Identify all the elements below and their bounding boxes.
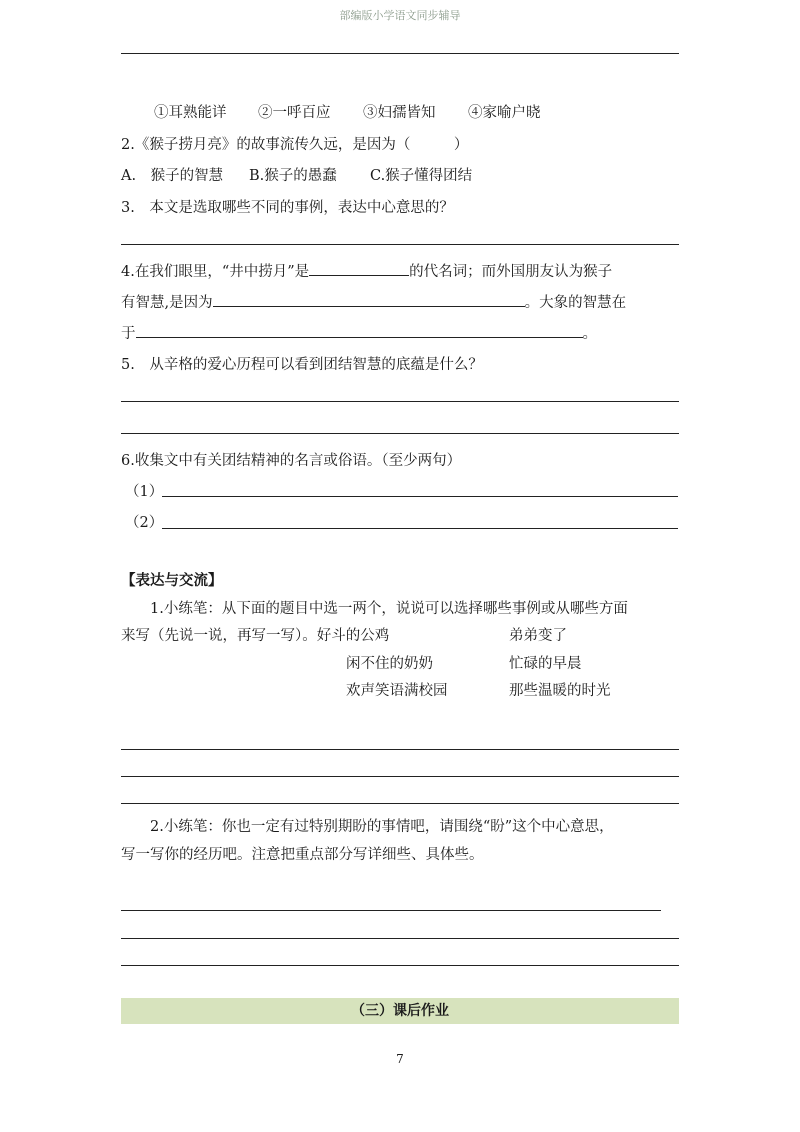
q6-question: 6.收集文中有关团结精神的名言或俗语。（至少两句）	[121, 453, 462, 469]
q6-item-2-label: （2）	[125, 515, 164, 531]
q5-question: 5. 从辛格的爱心历程可以看到团结智慧的底蕴是什么？	[121, 357, 483, 373]
ex2-answer-line-1[interactable]	[121, 910, 661, 911]
q1-option-2: ②一呼百应	[258, 105, 331, 121]
ex2-line-2: 写一写你的经历吧。注意把重点部分写详细些、具体些。	[121, 847, 484, 863]
q1-option-1: ①耳熟能详	[154, 105, 227, 121]
q4-text-6: 。	[582, 326, 597, 342]
q4-line-1	[121, 261, 612, 282]
q4-text-4: 。大象的智慧在	[524, 295, 627, 311]
ex1-topic-4: 欢声笑语满校园	[346, 683, 448, 699]
q4-text-3: 有智慧,是因为	[121, 295, 213, 311]
ex1-topic-1: 弟弟变了	[509, 628, 567, 644]
homework-title: （三）课后作业	[351, 1003, 449, 1019]
q4-text-2: 的代名词；而外国朋友认为猴子	[409, 264, 613, 280]
q3-answer-line[interactable]	[121, 244, 679, 245]
q2-option-a: A. 猴子的智慧	[121, 168, 224, 184]
ex1-answer-line-2[interactable]	[121, 776, 679, 777]
ex1-answer-line-3[interactable]	[121, 803, 679, 804]
q4-line-2	[121, 292, 626, 313]
ex1-topic-3: 忙碌的早晨	[509, 656, 582, 672]
q1-option-4: ④家喻户晓	[468, 105, 541, 121]
ex1-topic-5: 那些温暖的时光	[509, 683, 611, 699]
homework-banner	[121, 998, 679, 1024]
section-heading: 【表达与交流】	[121, 573, 223, 589]
q5-answer-line-2[interactable]	[121, 433, 679, 434]
q6-item-1-label: （1）	[125, 484, 164, 500]
ex2-answer-line-2[interactable]	[121, 938, 679, 939]
header-rule	[121, 53, 679, 54]
q4-text-1: 4.在我们眼里，“井中捞月”是	[121, 264, 310, 280]
ex1-answer-line-1[interactable]	[121, 749, 679, 750]
ex1-line-2: 来写（先说一说，再写一写）。好斗的公鸡	[121, 628, 390, 644]
page-header: 部编版小学语文同步辅导	[339, 9, 461, 22]
ex2-line-1: 2.小练笔：你也一定有过特别期盼的事情吧，请围绕“盼”这个中心意思，	[150, 819, 614, 835]
q5-answer-line-1[interactable]	[121, 401, 679, 402]
q2-option-b: B.猴子的愚蠢	[249, 168, 337, 184]
q4-line-3	[121, 323, 597, 344]
q4-blank-3[interactable]	[136, 323, 583, 338]
page-number: 7	[396, 1052, 404, 1066]
ex1-topic-2: 闲不住的奶奶	[346, 656, 433, 672]
ex2-answer-line-3[interactable]	[121, 965, 679, 966]
q6-answer-line-2[interactable]	[162, 528, 678, 529]
q2-option-c: C.猴子懂得团结	[370, 168, 473, 184]
q1-option-3: ③妇孺皆知	[363, 105, 436, 121]
q4-text-5: 于	[121, 326, 136, 342]
ex1-line-1: 1.小练笔：从下面的题目中选一两个，说说可以选择哪些事例或从哪些方面	[150, 601, 628, 617]
q4-blank-1[interactable]	[309, 261, 409, 276]
q3-question: 3. 本文是选取哪些不同的事例，表达中心意思的？	[121, 200, 454, 216]
q6-answer-line-1[interactable]	[162, 496, 678, 497]
q2-question: 2.《猴子捞月亮》的故事流传久远，是因为（ ）	[121, 137, 469, 153]
q4-blank-2[interactable]	[213, 292, 525, 307]
